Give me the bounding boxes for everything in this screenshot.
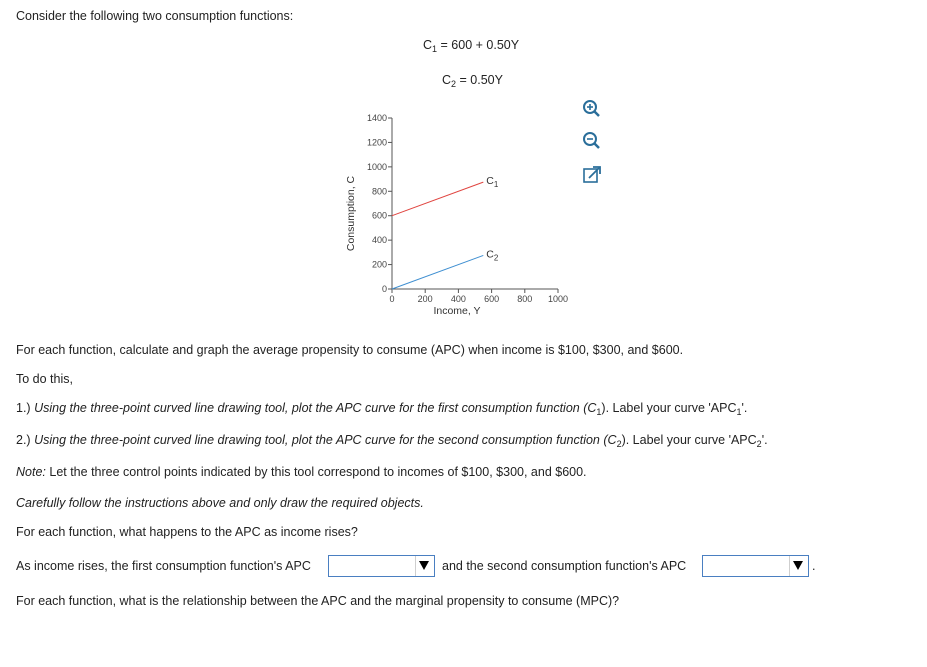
to-do-text: To do this,: [16, 372, 73, 386]
zoom-out-icon[interactable]: [581, 130, 603, 152]
x-tick-label: 600: [484, 294, 500, 304]
series-line-c1: [392, 182, 483, 216]
apc1-select[interactable]: [328, 555, 435, 577]
apc1-dropdown-arrow[interactable]: [415, 556, 434, 576]
y-tick-label: 200: [371, 259, 387, 270]
answer-mid-text: and the second consumption function's APC: [442, 559, 687, 573]
series-line-c2: [392, 255, 483, 289]
y-tick-label: 0: [381, 284, 387, 294]
equation-c2: $C_2 = 0.50Y$: [442, 73, 503, 89]
series-label-c1: $C_1$: [486, 175, 499, 190]
note-text: Note: Let the three control points indicated by this tool correspond to incomes of $100, $300, and $600.: [16, 465, 587, 479]
chevron-down-icon: [419, 561, 429, 570]
x-axis-label: Income, Y: [433, 305, 481, 317]
answer-end-text: .: [812, 559, 816, 573]
x-tick-label: 400: [450, 294, 466, 304]
question-1: For each function, what happens to the APC as income rises?: [16, 525, 358, 539]
careful-text: Carefully follow the instructions above and only draw the required objects.: [16, 496, 424, 510]
equation-c1: $C_1 = 600 + 0.50Y$: [423, 38, 520, 54]
x-tick-label: 0: [389, 294, 395, 304]
answer-pre-text: As income rises, the first consumption function's APC: [16, 559, 311, 573]
y-tick-label: 800: [371, 186, 387, 197]
apc2-select[interactable]: [702, 555, 809, 577]
zoom-in-icon[interactable]: [581, 98, 603, 120]
x-tick-label: 800: [517, 294, 533, 304]
y-tick-label: 1200: [366, 137, 387, 148]
y-tick-label: 600: [371, 210, 387, 221]
x-tick-label: 200: [417, 294, 433, 304]
question-2: For each function, what is the relationship between the APC and the marginal propensity to consume (MPC)?: [16, 594, 620, 608]
step-2: 2.) Using the three-point curved line drawing tool, plot the APC curve for the second consumption function $(C_2)$. Label your curve '$APC_2$'.: [16, 433, 768, 449]
expand-icon[interactable]: [581, 164, 603, 186]
series-label-c2: $C_2$: [486, 248, 499, 263]
apc2-dropdown-arrow[interactable]: [789, 556, 808, 576]
question-intro: For each function, calculate and graph the average propensity to consume (APC) when income is $100, $300, and $600.: [16, 343, 684, 357]
y-axis-label: Consumption, C: [345, 175, 357, 252]
chevron-down-icon: [793, 561, 803, 570]
y-tick-label: 1000: [366, 161, 387, 172]
y-tick-label: 1400: [366, 113, 387, 123]
consumption-chart: [330, 100, 590, 325]
intro-text: Consider the following two consumption functions:: [16, 9, 294, 23]
y-tick-label: 400: [371, 235, 387, 246]
step-1: 1.) Using the three-point curved line drawing tool, plot the APC curve for the first consumption function $(C_1)$. Label your curve '$APC_1$'.: [16, 401, 748, 417]
x-tick-label: 1000: [547, 294, 569, 304]
